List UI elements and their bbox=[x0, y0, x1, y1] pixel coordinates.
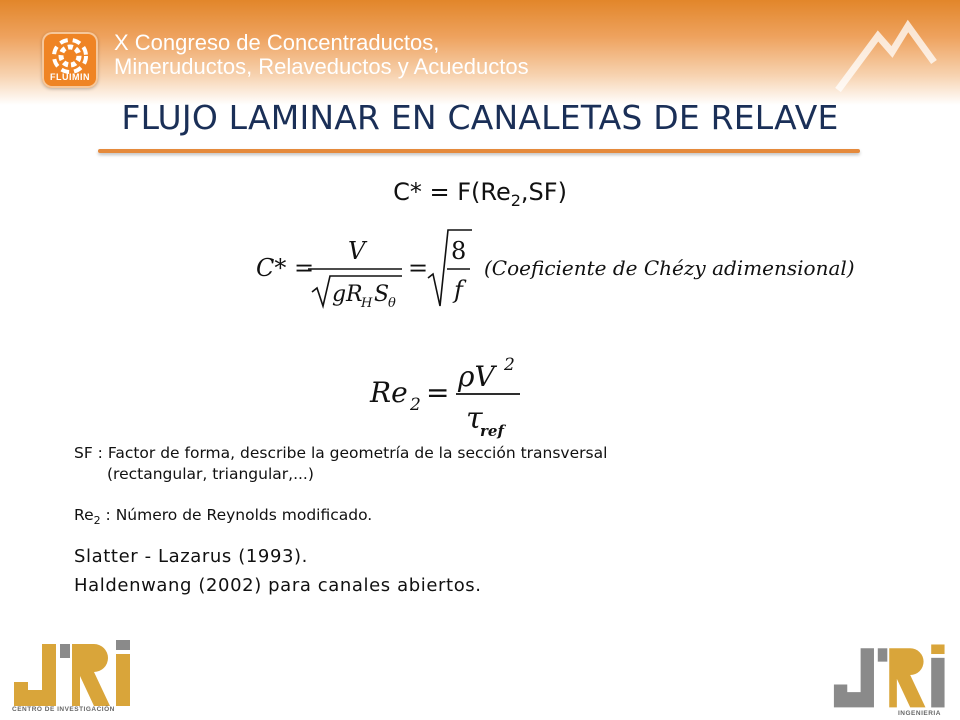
formula2-equals: = bbox=[426, 376, 450, 409]
slide-title: FLUJO LAMINAR EN CANALETAS DE RELAVE bbox=[121, 98, 839, 137]
reynolds-formula bbox=[366, 354, 536, 444]
jri2-r-shape bbox=[889, 648, 925, 707]
sf-definition-line2: (rectangular, triangular,...) bbox=[107, 465, 314, 483]
main-eq-sub: 2 bbox=[510, 190, 521, 210]
formula1-sqrt-num: 8 bbox=[451, 237, 467, 265]
formula2-lhs: Re bbox=[370, 376, 408, 409]
jri2-i-stem bbox=[931, 658, 944, 708]
re-definition-sub: 2 bbox=[93, 514, 101, 528]
formula2-num-sup: 2 bbox=[504, 355, 515, 375]
reference-2: Haldenwang (2002) para canales abiertos. bbox=[74, 575, 482, 596]
formula2-denominator: τ bbox=[466, 401, 483, 436]
main-eq-left: C* = F(Re bbox=[393, 178, 511, 206]
main-equation bbox=[0, 178, 960, 210]
jri-r-shape bbox=[72, 644, 110, 706]
jri-research-logo bbox=[12, 638, 142, 706]
logo-label: FLUIMIN bbox=[50, 72, 90, 82]
formula1-lhs: C* = bbox=[256, 254, 315, 282]
title-underline bbox=[98, 149, 860, 153]
jri-grey-block bbox=[60, 644, 70, 658]
chezy-formula bbox=[250, 226, 860, 310]
jri-engineering-logo bbox=[832, 642, 956, 708]
jri2-i-dot bbox=[931, 644, 944, 654]
sun-icon bbox=[51, 37, 89, 75]
formula1-annotation: (Coeficiente de Chézy adimensional) bbox=[484, 256, 855, 280]
jri-right-caption: INGENIERIA bbox=[898, 710, 941, 717]
formula1-den-s: S bbox=[374, 282, 390, 307]
jri-i-dot bbox=[116, 640, 130, 650]
formula1-den-s-sub: θ bbox=[388, 296, 396, 310]
formula2-den-sub: ref bbox=[480, 422, 504, 440]
main-eq-right: ,SF) bbox=[520, 178, 567, 206]
formula1-den-g: g bbox=[332, 282, 347, 307]
jri2-grey-block bbox=[878, 648, 888, 661]
formula1-den-r-sub: H bbox=[361, 296, 373, 310]
re-definition bbox=[74, 505, 372, 531]
fluimin-logo bbox=[42, 32, 98, 88]
re-definition-label: Re bbox=[74, 506, 94, 524]
re-definition-text: : Número de Reynolds modificado. bbox=[100, 506, 373, 524]
formula1-sqrt-den: f bbox=[454, 276, 463, 304]
congress-title bbox=[114, 31, 529, 79]
jri2-j-shape bbox=[834, 648, 874, 707]
jri-j-shape bbox=[14, 644, 56, 706]
mountain-icon bbox=[830, 18, 940, 98]
formula2-lhs-sub: 2 bbox=[410, 395, 421, 415]
jri-left-caption: CENTRO DE INVESTIGACIÓN bbox=[12, 706, 115, 713]
jri-i-stem bbox=[116, 654, 130, 706]
sf-definition bbox=[74, 443, 834, 485]
formula1-equals: = bbox=[408, 254, 429, 282]
reference-1: Slatter - Lazarus (1993). bbox=[74, 546, 309, 567]
congress-line-2: Mineruductos, Relaveductos y Acueductos bbox=[114, 54, 529, 79]
sf-definition-line1: SF : Factor de forma, describe la geometría de la sección transversal bbox=[74, 444, 608, 462]
formula1-numerator: V bbox=[348, 237, 366, 265]
formula2-numerator: ρV bbox=[458, 360, 495, 393]
formula1-den-r: R bbox=[346, 282, 363, 307]
congress-line-1: X Congreso de Concentraductos, bbox=[114, 30, 440, 55]
